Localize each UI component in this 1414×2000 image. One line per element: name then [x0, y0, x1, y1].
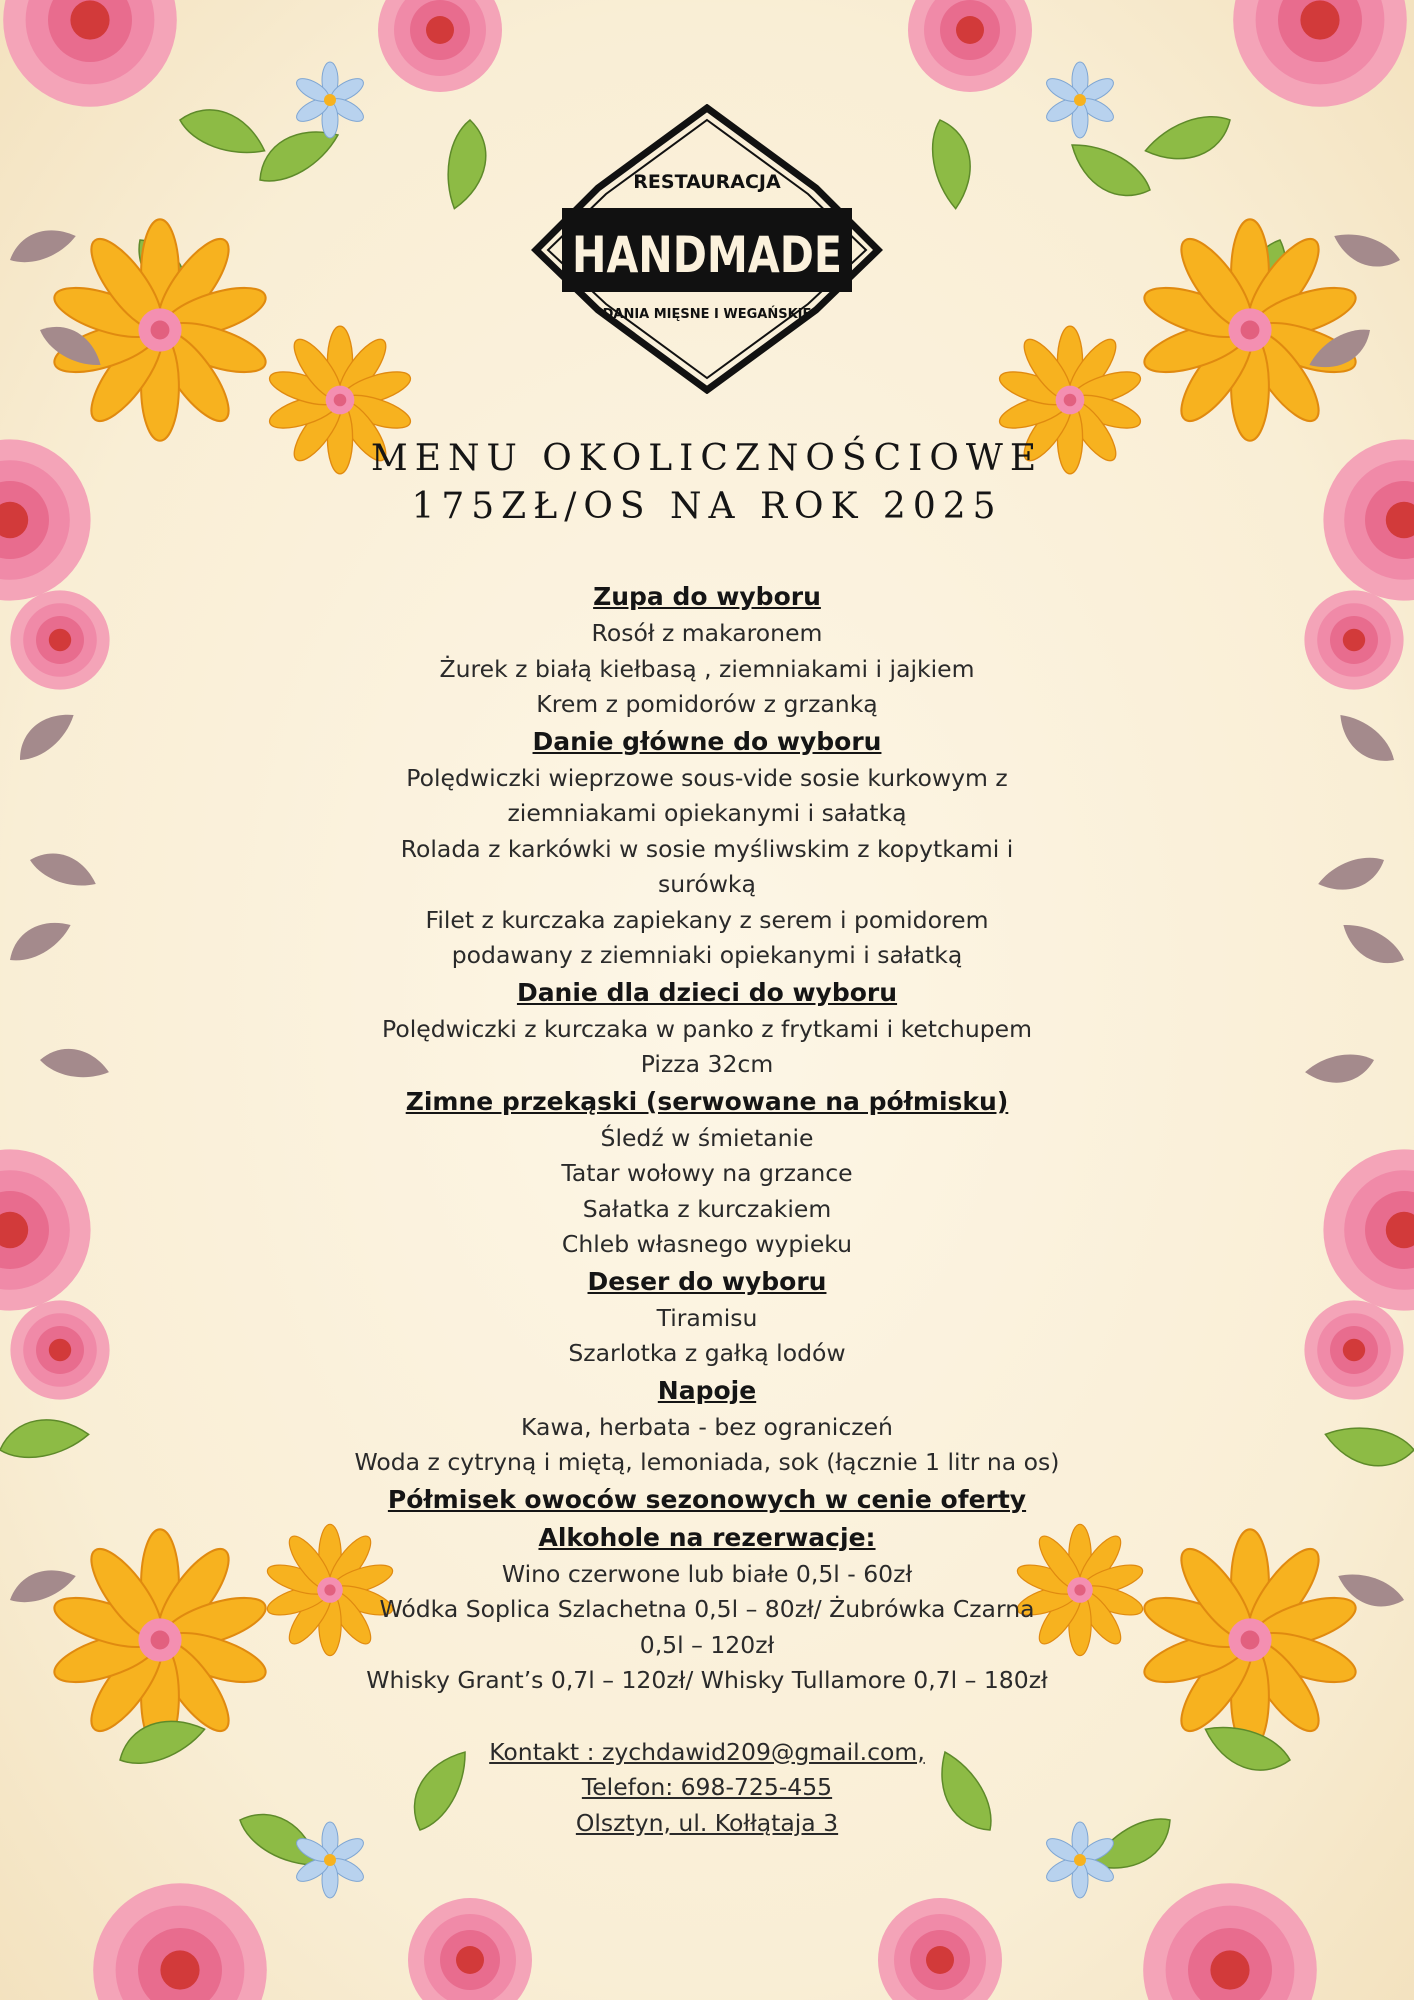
menu-item: Żurek z białą kiełbasą , ziemniakami i jajkiem [439, 654, 975, 683]
section-heading: Danie główne do wyboru [532, 726, 882, 756]
menu-item: Woda z cytryną i miętą, lemoniada, sok (łącznie 1 litr na os) [354, 1448, 1060, 1476]
menu-title-line2: 175ZŁ/OS NA ROK 2025 [411, 486, 1003, 527]
menu-item: Kawa, herbata - bez ograniczeń [521, 1412, 893, 1441]
section-heading: Deser do wyboru [587, 1266, 827, 1296]
menu-item: Rolada z karkówki w sosie myśliwskim z kopytkami i [400, 834, 1014, 863]
section-heading: Półmisek owoców sezonowych w cenie oferty [387, 1484, 1027, 1514]
menu-item: Polędwiczki wieprzowe sous-vide sosie kurkowym z [406, 763, 1008, 792]
menu-item: Polędwiczki z kurczaka w panko z frytkami i ketchupem [382, 1014, 1032, 1043]
menu-item: Rosół z makaronem [591, 619, 823, 647]
logo-name-text: HANDMADE [572, 226, 842, 284]
contact-email-link[interactable]: Kontakt : zychdawid209@gmail.com, [489, 1737, 925, 1766]
menu-item: 0,5l – 120zł [639, 1630, 775, 1659]
section-heading: Alkohole na rezerwacje: [538, 1522, 876, 1552]
menu-item: Tiramisu [656, 1303, 758, 1332]
menu-item: Wódka Soplica Szlachetna 0,5l – 80zł/ Żubrówka Czarna [379, 1595, 1035, 1623]
section-heading: Zupa do wyboru [593, 582, 821, 611]
logo-sub-text: DANIA MIĘSNE I WEGAŃSKIE [602, 307, 812, 322]
menu-item: Szarlotka z gałką lodów [568, 1339, 846, 1367]
section-heading: Zimne przekąski (serwowane na półmisku) [405, 1086, 1009, 1116]
menu-item: Whisky Grant’s 0,7l – 120zł/ Whisky Tullamore 0,7l – 180zł [366, 1666, 1048, 1694]
menu-item: Krem z pomidorów z grzanką [536, 690, 878, 718]
menu-item: Sałatka z kurczakiem [582, 1194, 832, 1223]
logo-top-text: RESTAURACJA [633, 171, 781, 193]
menu-item: surówką [658, 870, 756, 898]
menu-item: Chleb własnego wypieku [561, 1230, 853, 1258]
restaurant-logo [528, 104, 886, 394]
menu-item: ziemniakami opiekanymi i sałatką [507, 799, 907, 827]
menu-title-line1: MENU OKOLICZNOŚCIOWE [370, 438, 1044, 479]
menu-item: Śledź w śmietanie [600, 1123, 814, 1152]
contact-address-link[interactable]: Olsztyn, ul. Kołłątaja 3 [575, 1808, 839, 1837]
section-heading: Napoje [657, 1375, 757, 1405]
spacer [300, 1699, 1114, 1735]
contact-phone-link[interactable]: Telefon: 698-725-455 [581, 1773, 833, 1801]
menu-item: Filet z kurczaka zapiekany z serem i pomidorem [425, 905, 989, 934]
menu-item: Wino czerwone lub białe 0,5l - 60zł [501, 1559, 913, 1588]
menu-body [300, 578, 1114, 1841]
menu-item: Pizza 32cm [640, 1050, 774, 1078]
menu-item: Tatar wołowy na grzance [561, 1159, 853, 1187]
menu-item: podawany z ziemniaki opiekanymi i sałatką [451, 941, 963, 969]
section-heading: Danie dla dzieci do wyboru [516, 977, 898, 1007]
